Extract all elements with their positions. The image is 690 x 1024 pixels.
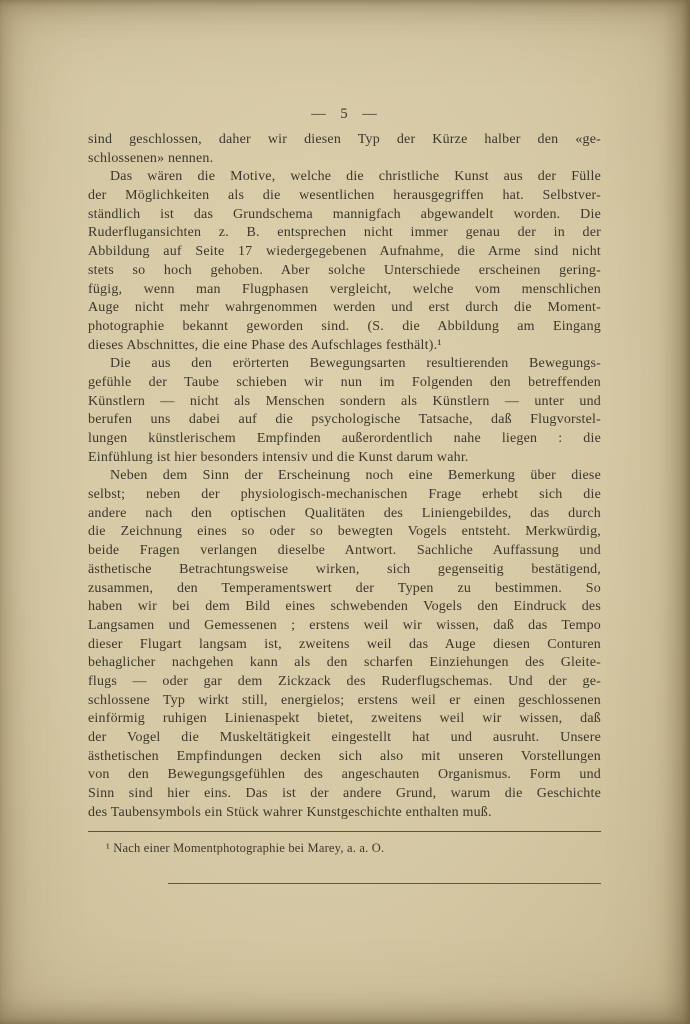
text-line: Abbildung auf Seite 17 wiedergegebenen Aufnahme, die Arme sind nicht bbox=[88, 244, 601, 260]
body-text bbox=[88, 131, 601, 822]
text-line: des Taubensymbols ein Stück wahrer Kunstgeschichte enthalten muß. bbox=[88, 804, 492, 820]
text-line: ästhetischen Empfindungen decken sich also mit unseren Vorstellungen bbox=[88, 748, 601, 764]
text-line: gefühle der Taube schieben wir nun im Folgenden den betreffenden bbox=[88, 374, 601, 390]
text-line: haben wir bei dem Bild eines schwebenden Vogels den Eindruck des bbox=[88, 599, 601, 615]
text-line: selbst; neben der physiologisch-mechanischen Frage erhebt sich die bbox=[88, 487, 601, 503]
page-number: — 5 — bbox=[311, 106, 378, 122]
text-line: Künstlern — nicht als Menschen sondern als Künstlern — unter und bbox=[88, 393, 601, 409]
text-line: fügig, wenn man Flugphasen vergleicht, welche vom menschlichen bbox=[88, 281, 601, 297]
text-line: Das wären die Motive, welche die christliche Kunst aus der Fülle bbox=[110, 169, 601, 185]
paragraph bbox=[88, 467, 601, 822]
text-line: flugs — oder gar dem Zickzack des Ruderflugschemas. Und der ge- bbox=[88, 673, 601, 689]
text-line: die Zeichnung eines so oder so bewegten Vogels entsteht. Merkwürdig, bbox=[88, 524, 601, 540]
text-line: Langsamen und Gemessenen ; erstens weil wir wissen, daß das Tempo bbox=[88, 617, 601, 633]
text-line: der Möglichkeiten als die wesentlichen herausgegriffen hat. Selbstver- bbox=[88, 188, 601, 204]
text-line: Ruderflugansichten z. B. entsprechen nicht immer genau der in der bbox=[88, 225, 601, 241]
text-line: beide Fragen verlangen dieselbe Antwort. Sachliche Auffassung und bbox=[88, 543, 601, 559]
paragraph bbox=[88, 131, 601, 168]
text-line: sind geschlossen, daher wir diesen Typ der Kürze halber den «ge- bbox=[88, 132, 601, 147]
text-line: Auge nicht mehr wahrgenommen werden und erst durch die Moment- bbox=[88, 300, 601, 316]
text-line: stets so hoch gehoben. Aber solche Unterschiede erscheinen gering- bbox=[88, 262, 601, 278]
text-line: dieser Flugart langsam ist, zweitens weil das Auge diesen Conturen bbox=[88, 636, 601, 652]
text-line: ständlich ist das Grundschema mannigfach abgewandelt worden. Die bbox=[88, 206, 601, 222]
text-line: andere nach den optischen Qualitäten des Liniengebildes, das durch bbox=[88, 505, 601, 521]
text-line: von den Bewegungsgefühlen des angeschauten Organismus. Form und bbox=[88, 767, 601, 783]
text-line: ästhetische Betrachtungsweise wirken, sich gegenseitig bestätigend, bbox=[88, 561, 601, 577]
text-line: Neben dem Sinn der Erscheinung noch eine Bemerkung über diese bbox=[110, 468, 601, 484]
text-line: berufen uns dabei auf die psychologische Tatsache, daß Flugvorstel- bbox=[88, 412, 601, 428]
footnote: ¹ Nach einer Momentphotographie bei Marey, a. a. O. bbox=[106, 841, 385, 856]
text-line: Die aus den erörterten Bewegungsarten resultierenden Bewegungs- bbox=[110, 356, 601, 372]
paragraph bbox=[88, 355, 601, 467]
paragraph bbox=[88, 168, 601, 355]
text-line: schlossenen» nennen. bbox=[88, 150, 214, 166]
text-line: dieses Abschnittes, die eine Phase des Aufschlages festhält).¹ bbox=[88, 337, 442, 353]
text-line: lungen künstlerischem Empfinden außerordentlich nahe liegen : die bbox=[88, 431, 601, 446]
text-block bbox=[88, 131, 601, 884]
text-line: Sinn sind hier eins. Das ist der andere Grund, warum die Geschichte bbox=[88, 786, 601, 802]
footnote-separator-rule bbox=[88, 831, 601, 832]
text-line: photographie bekannt geworden sind. (S. die Abbildung am Eingang bbox=[88, 318, 601, 334]
text-line: einförmig ruhigen Linienaspekt bietet, zweitens weil wir wissen, daß bbox=[88, 711, 601, 727]
text-line: behaglicher nachgehen kann als den scharfen Einziehungen des Gleite- bbox=[88, 655, 601, 671]
text-line: der Vogel die Muskeltätigkeit eingestellt hat und ausruht. Unsere bbox=[88, 730, 601, 745]
text-line: schlossene Typ wirkt still, energielos; erstens weil er einen geschlossenen bbox=[88, 692, 601, 708]
text-line: zusammen, den Temperamentswert der Typen zu bestimmen. So bbox=[88, 580, 601, 596]
text-line: Einfühlung ist hier besonders intensiv und die Kunst darum wahr. bbox=[88, 449, 469, 465]
bottom-rule bbox=[168, 883, 601, 884]
